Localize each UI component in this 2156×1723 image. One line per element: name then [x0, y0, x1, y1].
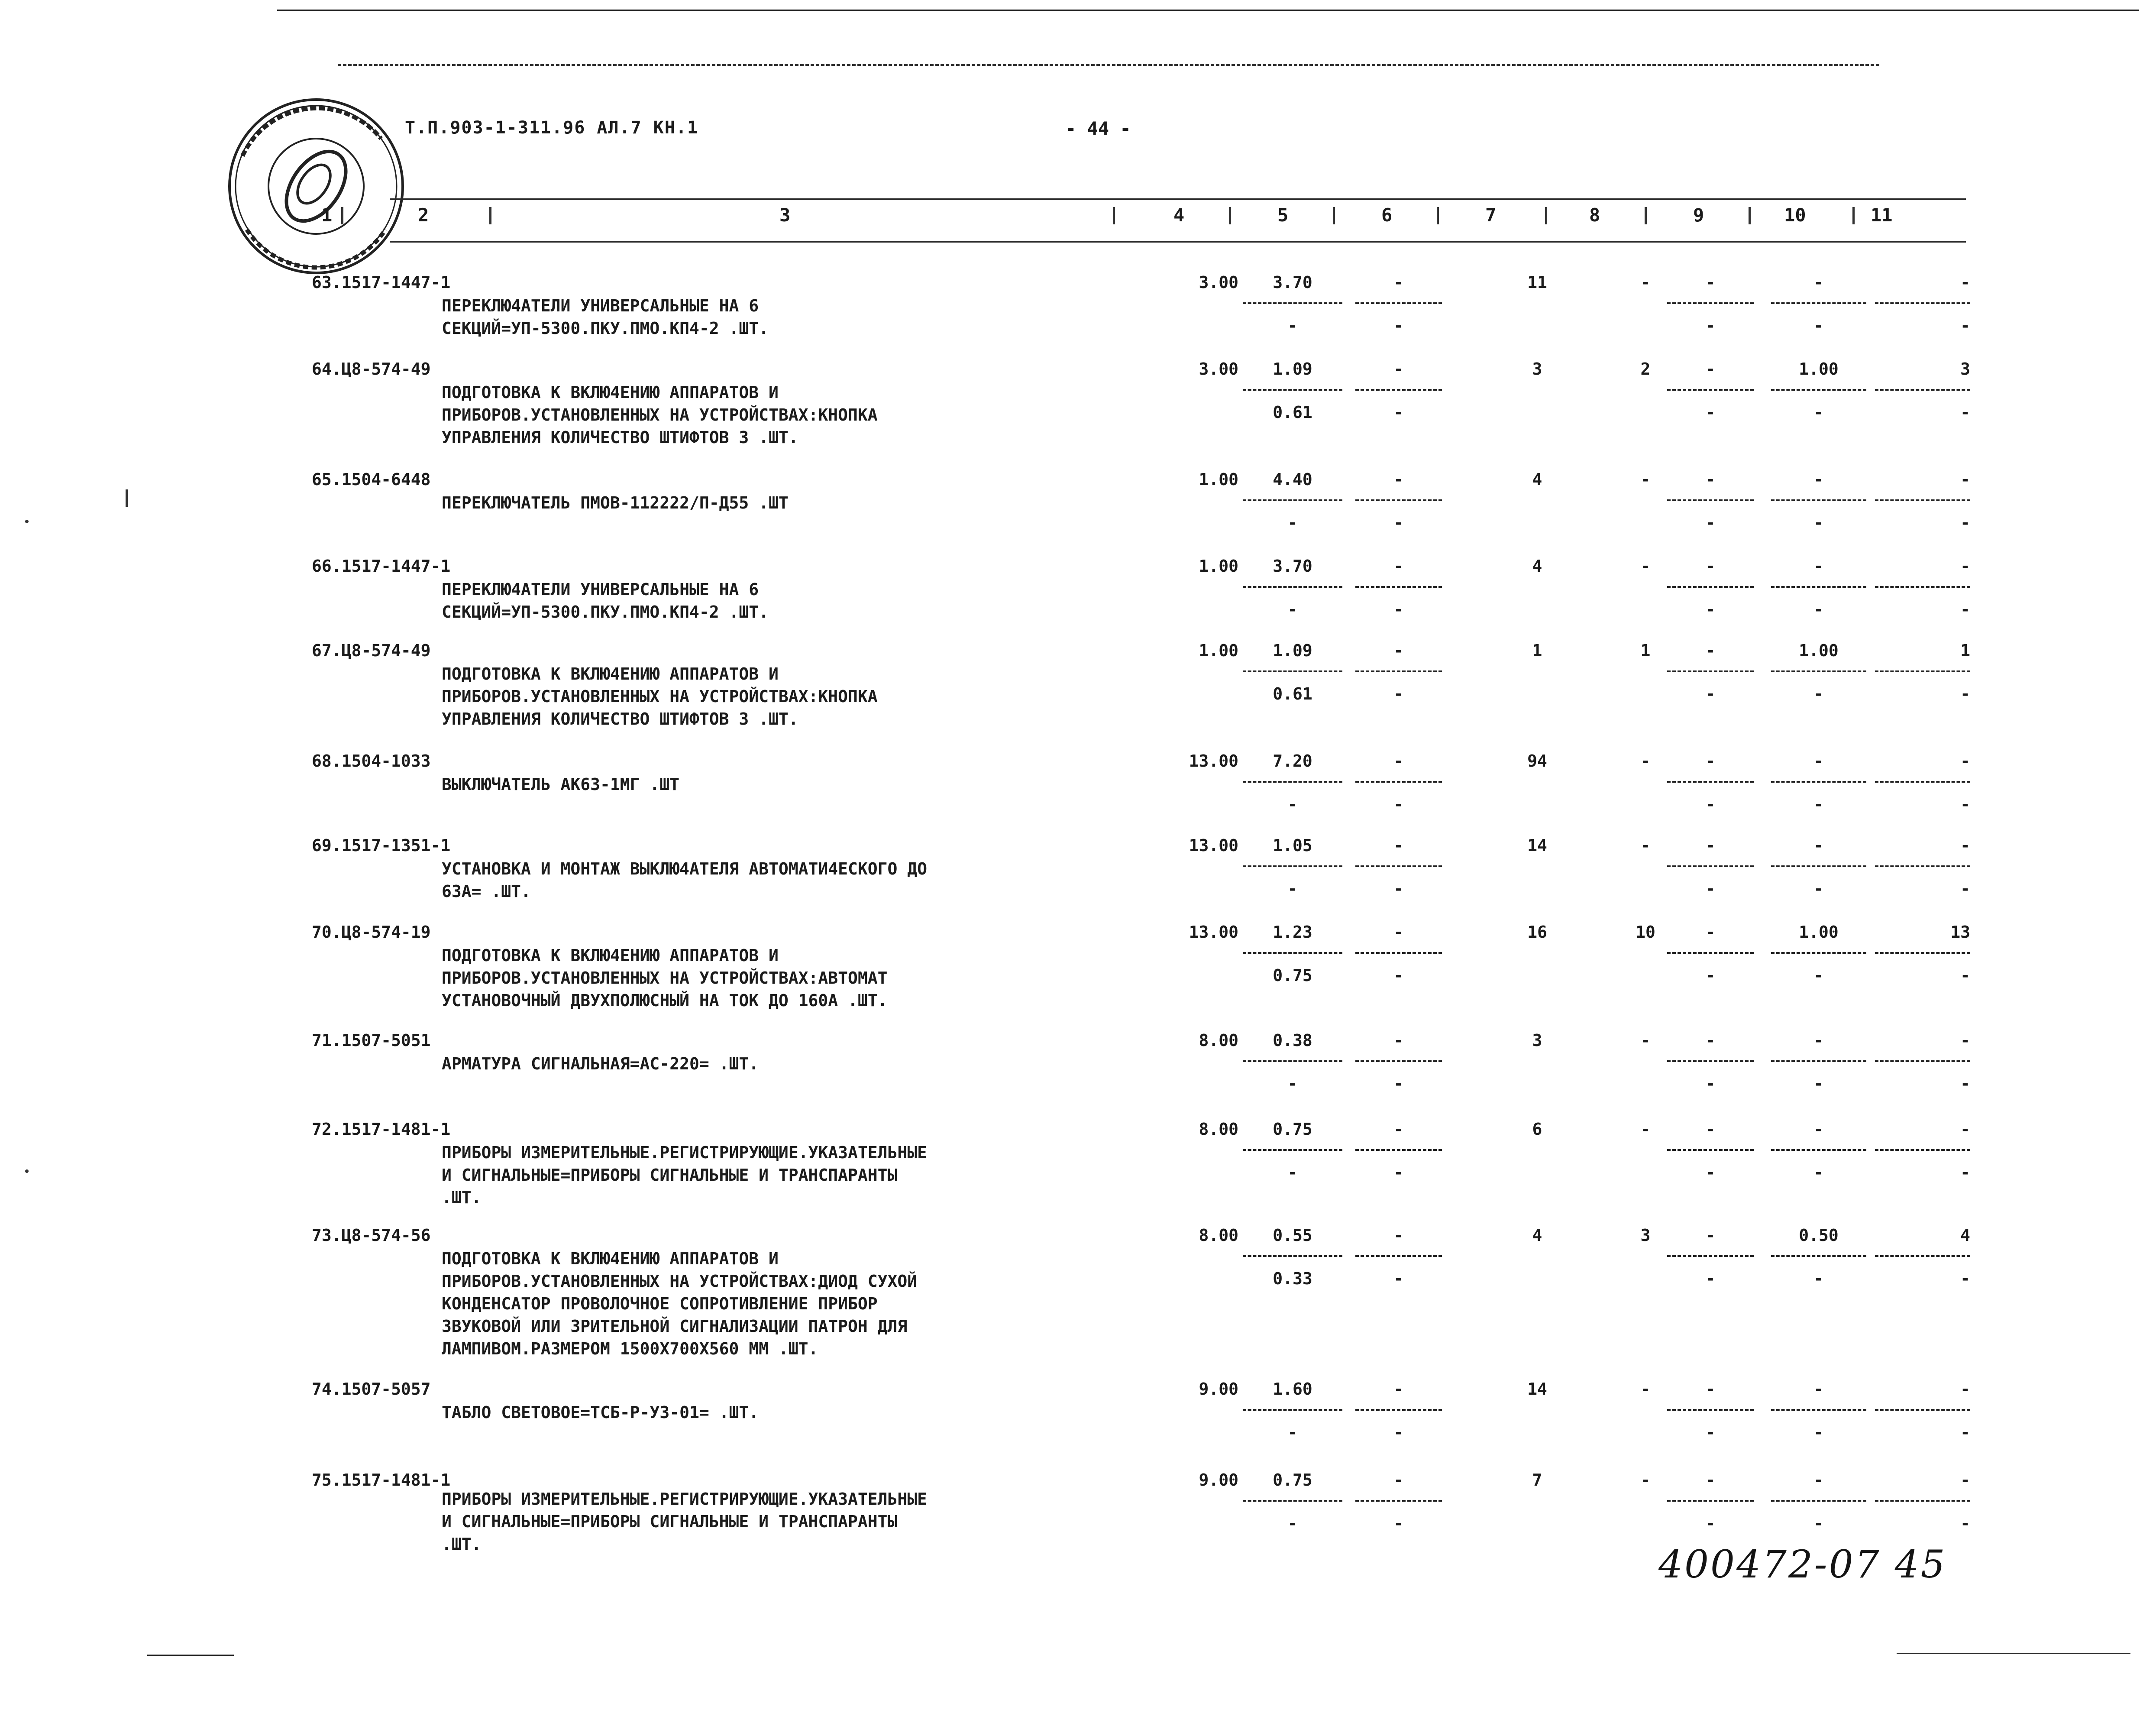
- fraction-line: [1667, 952, 1754, 954]
- col10-value: 1.00: [1799, 923, 1839, 942]
- col5-value: 1.23: [1273, 923, 1312, 942]
- col6-value: -: [1393, 1470, 1404, 1490]
- col6-value: -: [1393, 470, 1404, 489]
- col10-value: -: [1813, 1470, 1824, 1490]
- scan-speck: [25, 1169, 29, 1173]
- fraction-line: [1771, 302, 1866, 304]
- fraction-line: [1243, 1255, 1342, 1257]
- col7-value: 4: [1532, 557, 1542, 576]
- col9-value: -: [1705, 836, 1716, 855]
- col5-value: 3.70: [1273, 557, 1312, 576]
- col9-sub: -: [1705, 1423, 1716, 1442]
- col6-value: -: [1393, 1226, 1404, 1245]
- handwritten-reference: 400472-07 45: [1658, 1542, 1947, 1587]
- fraction-line: [1355, 1149, 1442, 1151]
- col11-sub: -: [1960, 600, 1970, 619]
- fraction-line: [1667, 781, 1754, 783]
- col10-sub: -: [1813, 684, 1824, 703]
- page-number: - 44 -: [1065, 118, 1131, 139]
- fraction-line: [1243, 1500, 1342, 1502]
- col11-value: -: [1960, 1120, 1970, 1139]
- col9-value: -: [1705, 557, 1716, 576]
- row-code: 71.1507-5051: [312, 1031, 431, 1050]
- col8-value: -: [1640, 1031, 1651, 1050]
- col10-sub: -: [1813, 316, 1824, 335]
- fraction-line: [1771, 781, 1866, 783]
- col6-sub: -: [1393, 684, 1404, 703]
- row-code: 69.1517-1351-1: [312, 836, 451, 855]
- col11-sub: -: [1960, 403, 1970, 422]
- col8-value: 1: [1640, 641, 1651, 660]
- col5-value: 7.20: [1273, 751, 1312, 771]
- col7-value: 4: [1532, 1226, 1542, 1245]
- row-code: 70.Ц8-574-19: [312, 923, 431, 942]
- document-code: Т.П.903-1-311.96 АЛ.7 КН.1: [405, 118, 699, 138]
- column-header-3: 3: [779, 204, 791, 226]
- row-description: ПЕРЕКЛЮ4АТЕЛИ УНИВЕРСАЛЬНЫЕ НА 6 СЕКЦИЙ=УП-5300.ПКУ.ПМО.КП4-2 .ШТ.: [442, 580, 769, 622]
- col5-sub: -: [1287, 1163, 1298, 1182]
- col9-value: -: [1705, 1380, 1716, 1399]
- fraction-line: [1243, 302, 1342, 304]
- col4-value: 13.00: [1189, 923, 1238, 942]
- col9-sub: -: [1705, 1269, 1716, 1288]
- fraction-line: [1667, 302, 1754, 304]
- col5-sub: -: [1287, 316, 1298, 335]
- scan-speck: [25, 520, 29, 523]
- fraction-line: [1355, 499, 1442, 501]
- col11-sub: -: [1960, 513, 1970, 532]
- col7-value: 94: [1527, 751, 1547, 771]
- row-code: 75.1517-1481-1: [312, 1470, 451, 1490]
- col9-sub: -: [1705, 316, 1716, 335]
- col10-sub: -: [1813, 1423, 1824, 1442]
- bottom-border-line-right: [1897, 1653, 2130, 1654]
- col5-value: 1.09: [1273, 641, 1312, 660]
- col11-sub: -: [1960, 1074, 1970, 1093]
- row-description: ПЕРЕКЛЮ4АТЕЛИ УНИВЕРСАЛЬНЫЕ НА 6 СЕКЦИЙ=УП-5300.ПКУ.ПМО.КП4-2 .ШТ.: [442, 296, 769, 338]
- col5-value: 4.40: [1273, 470, 1312, 489]
- fraction-line: [1243, 1149, 1342, 1151]
- col11-sub: -: [1960, 684, 1970, 703]
- col11-sub: -: [1960, 1163, 1970, 1182]
- row-code: 64.Ц8-574-49: [312, 359, 431, 379]
- fraction-line: [1875, 952, 1970, 954]
- col5-sub: 0.33: [1273, 1269, 1312, 1288]
- col5-sub: -: [1287, 1074, 1298, 1093]
- col8-value: -: [1640, 1470, 1651, 1490]
- col5-value: 0.55: [1273, 1226, 1312, 1245]
- col10-value: -: [1813, 1031, 1824, 1050]
- row-description: ПОДГОТОВКА К ВКЛЮ4ЕНИЮ АППАРАТОВ И ПРИБОРОВ.УСТАНОВЛЕННЫХ НА УСТРОЙСТВАХ:КНОПКА УПРАВЛЕНИЯ КОЛИЧЕСТВО ШТИФТОВ 3 .ШТ.: [442, 664, 878, 729]
- fraction-line: [1875, 1409, 1970, 1411]
- col9-value: -: [1705, 470, 1716, 489]
- col8-value: -: [1640, 1120, 1651, 1139]
- row-code: 63.1517-1447-1: [312, 273, 451, 292]
- col9-sub: -: [1705, 966, 1716, 985]
- col9-sub: -: [1705, 879, 1716, 898]
- col10-value: -: [1813, 273, 1824, 292]
- fraction-line: [1771, 865, 1866, 867]
- col11-sub: -: [1960, 1423, 1970, 1442]
- fraction-line: [1771, 586, 1866, 588]
- fraction-line: [1243, 1409, 1342, 1411]
- row-code: 73.Ц8-574-56: [312, 1226, 431, 1245]
- col10-value: 1.00: [1799, 359, 1839, 379]
- col10-sub: -: [1813, 1074, 1824, 1093]
- col8-value: -: [1640, 836, 1651, 855]
- row-description: ПРИБОРЫ ИЗМЕРИТЕЛЬНЫЕ.РЕГИСТРИРУЮЩИЕ.УКАЗАТЕЛЬНЫЕ И СИГНАЛЬНЫЕ=ПРИБОРЫ СИГНАЛЬНЫЕ И ТРАНСПАРАНТЫ .ШТ.: [442, 1490, 928, 1554]
- column-header-6: 6: [1381, 204, 1393, 226]
- col10-value: -: [1813, 470, 1824, 489]
- fraction-line: [1243, 865, 1342, 867]
- col8-value: -: [1640, 751, 1651, 771]
- row-description: ТАБЛО СВЕТОВОЕ=ТСБ-Р-У3-01= .ШТ.: [442, 1403, 759, 1422]
- col9-value: -: [1705, 1470, 1716, 1490]
- col5-sub: -: [1287, 795, 1298, 814]
- col9-value: -: [1705, 641, 1716, 660]
- col7-value: 16: [1527, 923, 1547, 942]
- col6-sub: -: [1393, 1269, 1404, 1288]
- fraction-line: [1875, 302, 1970, 304]
- col5-value: 1.60: [1273, 1380, 1312, 1399]
- col9-sub: -: [1705, 403, 1716, 422]
- fraction-line: [1243, 499, 1342, 501]
- fraction-line: [1667, 1060, 1754, 1062]
- fraction-line: [1875, 389, 1970, 391]
- col9-sub: -: [1705, 600, 1716, 619]
- top-border-line: [277, 10, 2139, 11]
- fraction-line: [1771, 1255, 1866, 1257]
- col9-sub: -: [1705, 795, 1716, 814]
- col9-sub: -: [1705, 684, 1716, 703]
- top-border-dashed: [338, 64, 1879, 66]
- col6-sub: -: [1393, 795, 1404, 814]
- table-header-top-line: [390, 198, 1966, 200]
- col4-value: 8.00: [1199, 1226, 1238, 1245]
- column-header-9: 9: [1693, 204, 1704, 226]
- col5-sub: -: [1287, 513, 1298, 532]
- col10-value: -: [1813, 557, 1824, 576]
- column-header-2: 2: [418, 204, 429, 226]
- fraction-line: [1355, 586, 1442, 588]
- col7-value: 3: [1532, 359, 1542, 379]
- column-header-1: 1: [321, 204, 333, 226]
- col4-value: 3.00: [1199, 273, 1238, 292]
- col9-value: -: [1705, 1226, 1716, 1245]
- col6-sub: -: [1393, 600, 1404, 619]
- col5-value: 3.70: [1273, 273, 1312, 292]
- col7-value: 1: [1532, 641, 1542, 660]
- col6-value: -: [1393, 836, 1404, 855]
- fraction-line: [1875, 670, 1970, 672]
- fraction-line: [1667, 1255, 1754, 1257]
- fraction-line: [1875, 586, 1970, 588]
- col6-sub: -: [1393, 1423, 1404, 1442]
- col11-sub: -: [1960, 1269, 1970, 1288]
- fraction-line: [1875, 1255, 1970, 1257]
- col5-value: 1.05: [1273, 836, 1312, 855]
- fraction-line: [1355, 1255, 1442, 1257]
- fraction-line: [1243, 389, 1342, 391]
- fraction-line: [1243, 670, 1342, 672]
- row-description: ПРИБОРЫ ИЗМЕРИТЕЛЬНЫЕ.РЕГИСТРИРУЮЩИЕ.УКАЗАТЕЛЬНЫЕ И СИГНАЛЬНЫЕ=ПРИБОРЫ СИГНАЛЬНЫЕ И ТРАНСПАРАНТЫ .ШТ.: [442, 1143, 928, 1207]
- col10-sub: -: [1813, 403, 1824, 422]
- col9-value: -: [1705, 273, 1716, 292]
- col11-sub: -: [1960, 316, 1970, 335]
- col6-value: -: [1393, 359, 1404, 379]
- fraction-line: [1771, 1409, 1866, 1411]
- col5-sub: -: [1287, 1423, 1298, 1442]
- col7-value: 14: [1527, 836, 1547, 855]
- col5-value: 0.75: [1273, 1120, 1312, 1139]
- col10-value: -: [1813, 1120, 1824, 1139]
- col11-value: -: [1960, 751, 1970, 771]
- fraction-line: [1667, 670, 1754, 672]
- col11-value: 4: [1960, 1226, 1970, 1245]
- col6-sub: -: [1393, 879, 1404, 898]
- col9-sub: -: [1705, 1074, 1716, 1093]
- fraction-line: [1771, 670, 1866, 672]
- col8-value: 3: [1640, 1226, 1651, 1245]
- col4-value: 1.00: [1199, 470, 1238, 489]
- fraction-line: [1355, 952, 1442, 954]
- col11-value: 3: [1960, 359, 1970, 379]
- col5-sub: -: [1287, 600, 1298, 619]
- col7-value: 14: [1527, 1380, 1547, 1399]
- col11-sub: -: [1960, 795, 1970, 814]
- col11-value: -: [1960, 273, 1970, 292]
- col10-value: -: [1813, 836, 1824, 855]
- col6-value: -: [1393, 1380, 1404, 1399]
- row-code: 68.1504-1033: [312, 751, 431, 771]
- col10-sub: -: [1813, 513, 1824, 532]
- col6-value: -: [1393, 1031, 1404, 1050]
- col6-value: -: [1393, 1120, 1404, 1139]
- fraction-line: [1243, 586, 1342, 588]
- col6-value: -: [1393, 923, 1404, 942]
- fraction-line: [1243, 952, 1342, 954]
- row-code: 72.1517-1481-1: [312, 1120, 451, 1139]
- col11-sub: -: [1960, 966, 1970, 985]
- fraction-line: [1875, 1500, 1970, 1502]
- col4-value: 8.00: [1199, 1120, 1238, 1139]
- col7-value: 7: [1532, 1470, 1542, 1490]
- col10-value: 1.00: [1799, 641, 1839, 660]
- col8-value: -: [1640, 1380, 1651, 1399]
- col11-value: -: [1960, 557, 1970, 576]
- column-header-5: 5: [1277, 204, 1289, 226]
- row-code: 67.Ц8-574-49: [312, 641, 431, 660]
- fraction-line: [1771, 1500, 1866, 1502]
- row-description: ВЫКЛЮЧАТЕЛЬ АК63-1МГ .ШТ: [442, 775, 680, 794]
- fraction-line: [1243, 781, 1342, 783]
- col8-value: 2: [1640, 359, 1651, 379]
- col9-value: -: [1705, 751, 1716, 771]
- col8-value: -: [1640, 273, 1651, 292]
- col7-value: 4: [1532, 470, 1542, 489]
- col4-value: 3.00: [1199, 359, 1238, 379]
- col8-value: -: [1640, 557, 1651, 576]
- row-description: УСТАНОВКА И МОНТАЖ ВЫКЛЮ4АТЕЛЯ АВТОМАТИ4ЕСКОГО ДО 63А= .ШТ.: [442, 859, 928, 901]
- col6-sub: -: [1393, 1163, 1404, 1182]
- col4-value: 1.00: [1199, 557, 1238, 576]
- col9-sub: -: [1705, 1514, 1716, 1533]
- fraction-line: [1771, 389, 1866, 391]
- fraction-line: [1771, 499, 1866, 501]
- row-code: 74.1507-5057: [312, 1380, 431, 1399]
- col4-value: 8.00: [1199, 1031, 1238, 1050]
- fraction-line: [1875, 781, 1970, 783]
- fraction-line: [1667, 586, 1754, 588]
- fraction-line: [1667, 389, 1754, 391]
- col11-value: 1: [1960, 641, 1970, 660]
- fraction-line: [1667, 499, 1754, 501]
- fraction-line: [1355, 389, 1442, 391]
- fraction-line: [1771, 1149, 1866, 1151]
- fraction-line: [1355, 781, 1442, 783]
- col6-value: -: [1393, 273, 1404, 292]
- col10-value: 0.50: [1799, 1226, 1839, 1245]
- fraction-line: [1771, 1060, 1866, 1062]
- fraction-line: [1875, 865, 1970, 867]
- fraction-line: [1667, 1409, 1754, 1411]
- fraction-line: [1243, 1060, 1342, 1062]
- col4-value: 1.00: [1199, 641, 1238, 660]
- row-description: ПОДГОТОВКА К ВКЛЮ4ЕНИЮ АППАРАТОВ И ПРИБОРОВ.УСТАНОВЛЕННЫХ НА УСТРОЙСТВАХ:ДИОД СУХОЙ КОНДЕНСАТОР ПРОВОЛОЧНОЕ СОПРОТИВЛЕНИЕ ПРИБОР ЗВУКОВОЙ ИЛИ ЗРИТЕЛЬНОЙ СИГНАЛИЗАЦИИ ПАТРОН ДЛЯ ЛАМПИВОМ.РАЗМЕРОМ 1500Х700Х560 ММ .ШТ.: [442, 1249, 918, 1358]
- col6-sub: -: [1393, 966, 1404, 985]
- col7-value: 6: [1532, 1120, 1542, 1139]
- col6-sub: -: [1393, 1514, 1404, 1533]
- col11-value: -: [1960, 836, 1970, 855]
- col10-value: -: [1813, 751, 1824, 771]
- col11-value: -: [1960, 470, 1970, 489]
- col6-value: -: [1393, 751, 1404, 771]
- col9-sub: -: [1705, 1163, 1716, 1182]
- col7-value: 3: [1532, 1031, 1542, 1050]
- bottom-border-line: [147, 1655, 234, 1656]
- row-code: 66.1517-1447-1: [312, 557, 451, 576]
- col4-value: 9.00: [1199, 1380, 1238, 1399]
- col10-sub: -: [1813, 1269, 1824, 1288]
- col5-sub: 0.75: [1273, 966, 1312, 985]
- fraction-line: [1875, 1149, 1970, 1151]
- col10-sub: -: [1813, 879, 1824, 898]
- col9-value: -: [1705, 1031, 1716, 1050]
- col8-value: -: [1640, 470, 1651, 489]
- scan-speck: [126, 489, 128, 507]
- fraction-line: [1667, 1500, 1754, 1502]
- organization-stamp: [217, 91, 416, 282]
- col9-value: -: [1705, 1120, 1716, 1139]
- col10-value: -: [1813, 1380, 1824, 1399]
- fraction-line: [1667, 865, 1754, 867]
- column-header-10: 10: [1784, 204, 1806, 226]
- fraction-line: [1355, 302, 1442, 304]
- col10-sub: -: [1813, 795, 1824, 814]
- col6-sub: -: [1393, 403, 1404, 422]
- fraction-line: [1355, 1409, 1442, 1411]
- col6-sub: -: [1393, 1074, 1404, 1093]
- col11-value: -: [1960, 1031, 1970, 1050]
- column-header-7: 7: [1485, 204, 1497, 226]
- row-description: ПОДГОТОВКА К ВКЛЮ4ЕНИЮ АППАРАТОВ И ПРИБОРОВ.УСТАНОВЛЕННЫХ НА УСТРОЙСТВАХ:КНОПКА УПРАВЛЕНИЯ КОЛИЧЕСТВО ШТИФТОВ 3 .ШТ.: [442, 383, 878, 447]
- col5-sub: 0.61: [1273, 684, 1312, 703]
- col10-sub: -: [1813, 1163, 1824, 1182]
- row-code: 65.1504-6448: [312, 470, 431, 489]
- table-header-bottom-line: [390, 241, 1966, 243]
- col6-sub: -: [1393, 513, 1404, 532]
- col9-value: -: [1705, 359, 1716, 379]
- fraction-line: [1355, 1060, 1442, 1062]
- col4-value: 13.00: [1189, 836, 1238, 855]
- col9-sub: -: [1705, 513, 1716, 532]
- fraction-line: [1875, 1060, 1970, 1062]
- col4-value: 13.00: [1189, 751, 1238, 771]
- column-header-11: 11: [1871, 204, 1893, 226]
- col5-value: 0.75: [1273, 1470, 1312, 1490]
- fraction-line: [1875, 499, 1970, 501]
- col11-value: -: [1960, 1470, 1970, 1490]
- fraction-line: [1355, 1500, 1442, 1502]
- col11-value: -: [1960, 1380, 1970, 1399]
- col5-sub: -: [1287, 879, 1298, 898]
- row-description: АРМАТУРА СИГНАЛЬНАЯ=АС-220= .ШТ.: [442, 1054, 759, 1073]
- col10-sub: -: [1813, 1514, 1824, 1533]
- col6-value: -: [1393, 641, 1404, 660]
- row-description: ПЕРЕКЛЮЧАТЕЛЬ ПМОВ-112222/П-Д55 .ШТ: [442, 493, 789, 512]
- col5-value: 1.09: [1273, 359, 1312, 379]
- fraction-line: [1667, 1149, 1754, 1151]
- col11-value: 13: [1950, 923, 1970, 942]
- col10-sub: -: [1813, 966, 1824, 985]
- col6-sub: -: [1393, 316, 1404, 335]
- col5-value: 0.38: [1273, 1031, 1312, 1050]
- col11-sub: -: [1960, 879, 1970, 898]
- fraction-line: [1355, 865, 1442, 867]
- row-description: ПОДГОТОВКА К ВКЛЮ4ЕНИЮ АППАРАТОВ И ПРИБОРОВ.УСТАНОВЛЕННЫХ НА УСТРОЙСТВАХ:АВТОМАТ УСТАНОВОЧНЫЙ ДВУХПОЛЮСНЫЙ НА ТОК ДО 160А .ШТ.: [442, 946, 888, 1010]
- column-header-4: 4: [1173, 204, 1185, 226]
- col6-value: -: [1393, 557, 1404, 576]
- col5-sub: -: [1287, 1514, 1298, 1533]
- col4-value: 9.00: [1199, 1470, 1238, 1490]
- col10-sub: -: [1813, 600, 1824, 619]
- col8-value: 10: [1636, 923, 1655, 942]
- column-header-8: 8: [1589, 204, 1600, 226]
- fraction-line: [1355, 670, 1442, 672]
- col9-value: -: [1705, 923, 1716, 942]
- col7-value: 11: [1527, 273, 1547, 292]
- col11-sub: -: [1960, 1514, 1970, 1533]
- col5-sub: 0.61: [1273, 403, 1312, 422]
- fraction-line: [1771, 952, 1866, 954]
